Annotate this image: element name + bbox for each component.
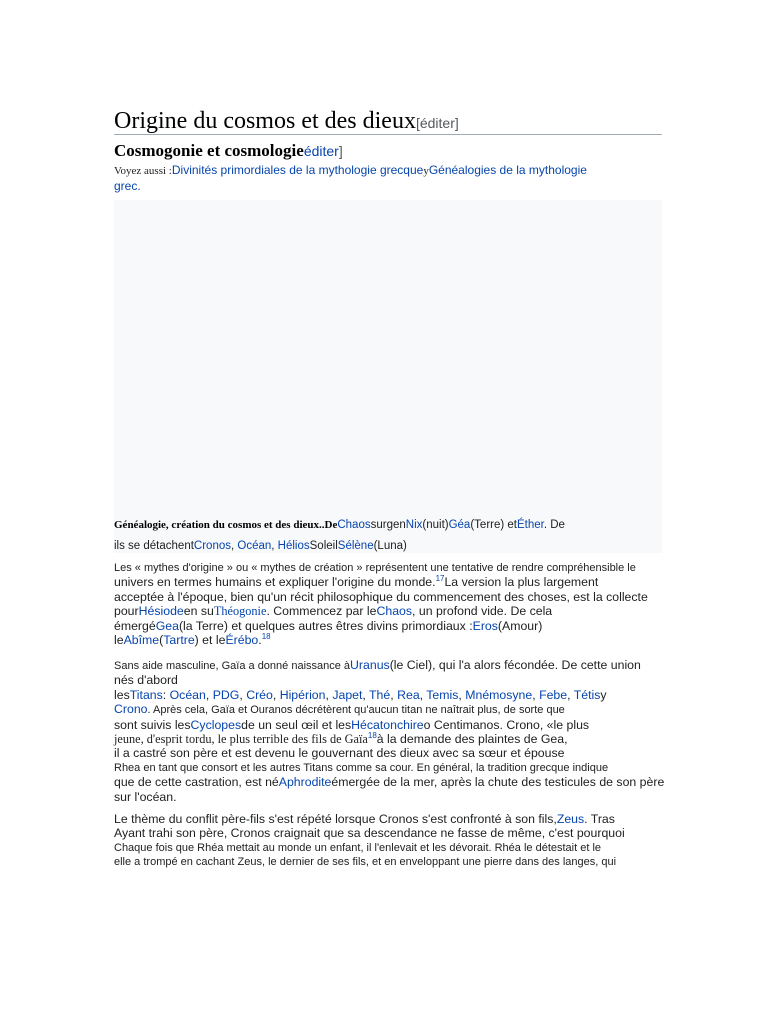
subsection-heading-cosmogonie (114, 141, 343, 161)
separator: , (272, 687, 280, 702)
text-line: émergé (114, 618, 156, 633)
separator: , (239, 687, 247, 702)
link-uranus[interactable]: Uranus (350, 658, 390, 672)
link-erebo[interactable]: Érébo (225, 633, 259, 648)
text-line: Ayant trahi son père, Cronos craignait que sa descendance ne fasse de même, c'est pourquoi (114, 826, 625, 841)
paragraph-cronos-zeus (114, 812, 679, 870)
caption-bold: Généalogie, création du cosmos et des dieux..De (114, 519, 338, 531)
link-genealogies[interactable]: Généalogies de la mythologie (428, 163, 587, 177)
figure-caption-line2 (114, 539, 662, 553)
text-line: . Commencez par le (266, 604, 377, 619)
text-line: (Amour) (497, 618, 543, 633)
separator: , (458, 687, 466, 702)
text-line: jeune, d'esprit tordu, le plus terrible des fils de Gaïa (114, 732, 368, 747)
text-line: y (600, 687, 607, 702)
text-line: émergée de la mer, après la chute des testicules de son père (331, 775, 665, 790)
text-line: , un profond vide. De cela (412, 604, 553, 619)
link-eros[interactable]: Eros (472, 618, 498, 633)
text-line: . Après cela, Gaïa et Ouranos décrétèrent qu'aucun titan ne naîtrait plus, de sorte que (147, 704, 565, 717)
text-line: ( (159, 633, 164, 648)
link-rea[interactable]: Rea (397, 687, 420, 702)
link-cyclopes[interactable]: Cyclopes (190, 717, 242, 732)
link-mnemosyne[interactable]: Mnémosyne (465, 687, 533, 702)
text-line: ) et le (194, 633, 226, 648)
text-line: Sans aide masculine, Gaïa a donné naissance à (114, 660, 351, 672)
link-pdg[interactable]: PDG (212, 687, 240, 702)
separator: , (419, 687, 427, 702)
text-line: acceptée à l'époque, bien qu'un récit philosophique du commencement des choses, est la collecte (114, 589, 648, 604)
see-also-prefix: Voyez aussi : (114, 165, 172, 177)
separator: , (532, 687, 540, 702)
text-line: o Centimanos. Crono, «le plus (423, 717, 590, 732)
link-divinites-primordiales[interactable]: Divinités primordiales de la mythologie grecque (171, 163, 424, 177)
link-abime[interactable]: Abîme (123, 633, 160, 648)
caption-text: , (271, 540, 278, 552)
caption-text: (Luna) (373, 540, 407, 552)
ref-17[interactable]: 17 (435, 574, 445, 584)
text-line: que de cette castration, est né (114, 775, 279, 790)
link-creo[interactable]: Créo (246, 687, 273, 702)
text-line: pour (114, 604, 139, 619)
text-line: Chaque fois que Rhéa mettait au monde un enfant, il l'enlevait et les dévorait. Rhéa le détestait et le (114, 841, 602, 854)
text-line: sur l'océan. (114, 789, 177, 804)
link-ocean[interactable]: Océan (169, 687, 206, 702)
edit-bracket: ] (338, 143, 343, 159)
link-chaos[interactable]: Chaos (376, 604, 413, 619)
link-zeus[interactable]: Zeus (556, 812, 585, 826)
link-tartre[interactable]: Tartre (163, 633, 195, 648)
link-genealogies-cont[interactable]: grec. (114, 179, 141, 193)
link-nix[interactable]: Nix (405, 519, 423, 531)
text-line: . (258, 633, 262, 648)
subsection-edit-link[interactable]: éditer (303, 143, 339, 159)
text-line: univers en termes humains et expliquer l'origine du monde. (114, 575, 436, 590)
link-titans[interactable]: Titans (129, 687, 163, 702)
separator: , (205, 687, 213, 702)
link-ether[interactable]: Éther (517, 519, 544, 531)
text-line: le (114, 633, 124, 648)
figure-caption-line1 (114, 518, 662, 532)
link-aphrodite[interactable]: Aphrodite (278, 775, 332, 790)
text-line: La version la plus largement (444, 575, 599, 590)
link-hesiode[interactable]: Hésiode (138, 604, 184, 619)
caption-text: , (231, 540, 238, 552)
subsection-title: Cosmogonie et cosmologie (114, 141, 304, 160)
separator: , (325, 687, 333, 702)
ref-18[interactable]: 18 (261, 631, 271, 641)
edit-link[interactable]: [éditer] (415, 115, 459, 131)
link-temis[interactable]: Temis (426, 687, 459, 702)
text-line: Les « mythes d'origine » ou « mythes de création » représentent une tentative de rendre compréhensible le (114, 562, 636, 574)
link-selene[interactable]: Sélène (337, 540, 374, 552)
link-the[interactable]: Thé (369, 687, 391, 702)
text-line: à la demande des plaintes de Gea, (376, 732, 568, 747)
text-line: Rhea en tant que consort et les autres Titans comme sa cour. En général, la tradition grecque indique (114, 761, 609, 774)
link-chaos[interactable]: Chaos (337, 519, 371, 531)
section-title: Origine du cosmos et des dieux (114, 108, 416, 134)
link-theogonie[interactable]: Théogonie (213, 604, 267, 619)
text-line: Le thème du conflit père-fils s'est répété lorsque Cronos s'est confronté à son fils, (114, 812, 557, 826)
caption-text: . De (543, 519, 565, 531)
caption-text: ils se détachent (114, 540, 194, 552)
link-hiperion[interactable]: Hipérion (279, 687, 326, 702)
text-line: : (162, 687, 170, 702)
section-heading-origine (114, 108, 662, 135)
ref-18[interactable]: 18 (367, 730, 377, 740)
link-japet[interactable]: Japet (332, 687, 363, 702)
text-line: en su (183, 604, 214, 619)
separator: , (567, 687, 574, 702)
link-crono[interactable]: Crono (114, 702, 148, 717)
text-line: il a castré son père et est devenu le gouvernant des dieux avec sa sœur et épouse (114, 746, 565, 761)
text-line: nés d'abord (114, 673, 178, 688)
caption-text: (Terre) et (470, 519, 517, 531)
link-gea[interactable]: Géa (448, 519, 471, 531)
link-helios[interactable]: Hélios (277, 540, 310, 552)
see-also-note (114, 163, 614, 194)
caption-text: (nuit) (422, 519, 449, 531)
link-ocean[interactable]: Océan (237, 540, 272, 552)
text-line: les (114, 687, 130, 702)
caption-text: surgen (370, 519, 406, 531)
text-line: sont suivis les (114, 717, 191, 732)
text-line: . Tras (584, 812, 615, 826)
text-line: (le Ciel), qui l'a alors fécondée. De cette union (389, 658, 641, 672)
link-tetis[interactable]: Tétis (573, 687, 601, 702)
separator: , (390, 687, 398, 702)
link-febe[interactable]: Febe (539, 687, 568, 702)
text-line: (la Terre) et quelques autres êtres divins primordiaux : (178, 618, 473, 633)
text-line: de un seul œil et les (241, 717, 352, 732)
see-also-sep: y (423, 165, 429, 177)
separator: , (362, 687, 370, 702)
paragraph-gaia-uranus (114, 658, 679, 804)
paragraph-origin-myths (114, 561, 679, 647)
link-gea[interactable]: Gea (155, 618, 179, 633)
link-hecatonchire[interactable]: Hécatonchire (351, 717, 424, 732)
text-line: elle a trompé en cachant Zeus, le dernier de ses fils, et en enveloppant une pierre dans des langes, qui (114, 856, 617, 869)
link-cronos[interactable]: Cronos (193, 540, 231, 552)
caption-text: Soleil (309, 540, 338, 552)
genealogy-figure (114, 200, 662, 553)
